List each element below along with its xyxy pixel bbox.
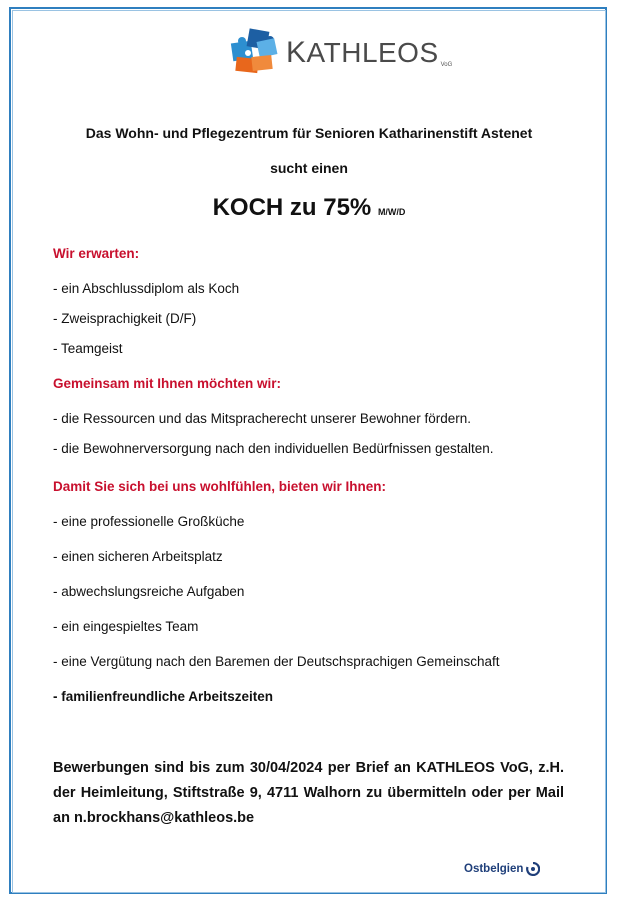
list-item: - ein eingespieltes Team: [53, 619, 199, 634]
ostbelgien-swirl-icon: [526, 862, 540, 876]
list-item: - die Ressourcen und das Mitspracherecht unserer Bewohner fördern.: [53, 411, 471, 426]
list-item: - ein Abschlussdiplom als Koch: [53, 281, 240, 296]
section-heading-together: Gemeinsam mit Ihnen möchten wir:: [53, 376, 282, 391]
job-title-gender: M/W/D: [377, 207, 406, 217]
job-title: [0, 194, 618, 222]
list-item: - einen sicheren Arbeitsplatz: [53, 549, 223, 564]
section-heading-expectations: Wir erwarten:: [53, 246, 140, 261]
puzzle-logo-icon: [228, 26, 280, 76]
ostbelgien-logo: [464, 862, 540, 876]
list-item: - eine Vergütung nach den Baremen der Deutschsprachigen Gemeinschaft: [53, 654, 500, 669]
section-heading-offers: Damit Sie sich bei uns wohlfühlen, bieten wir Ihnen:: [53, 479, 387, 494]
sucht-line: sucht einen: [270, 160, 348, 176]
list-item: - Zweisprachigkeit (D/F): [53, 311, 197, 326]
list-item-bold: - familienfreundliche Arbeitszeiten: [53, 689, 274, 704]
application-info: Bewerbungen sind bis zum 30/04/2024 per Brief an KATHLEOS VoG, z.H. der Heimleitung, Stiftstraße 9, 4711 Walhorn zu übermitteln oder per Mail an n.brockhans@kathleos.be: [53, 760, 564, 826]
list-item: - eine professionelle Großküche: [53, 514, 245, 529]
brand-name: KATHLEOS: [286, 36, 439, 69]
list-item: - Teamgeist: [53, 341, 123, 356]
list-item: - abwechslungsreiche Aufgaben: [53, 584, 245, 599]
kathleos-logo: [228, 26, 452, 76]
intro-line: Das Wohn- und Pflegezentrum für Senioren Katharinenstift Astenet: [85, 125, 533, 141]
job-title-main: KOCH zu 75%: [212, 194, 372, 221]
list-item: - die Bewohnerversorgung nach den individuellen Bedürfnissen gestalten.: [53, 441, 494, 456]
ostbelgien-text: Ostbelgien: [464, 863, 524, 875]
brand-suffix: VoG: [440, 62, 453, 68]
